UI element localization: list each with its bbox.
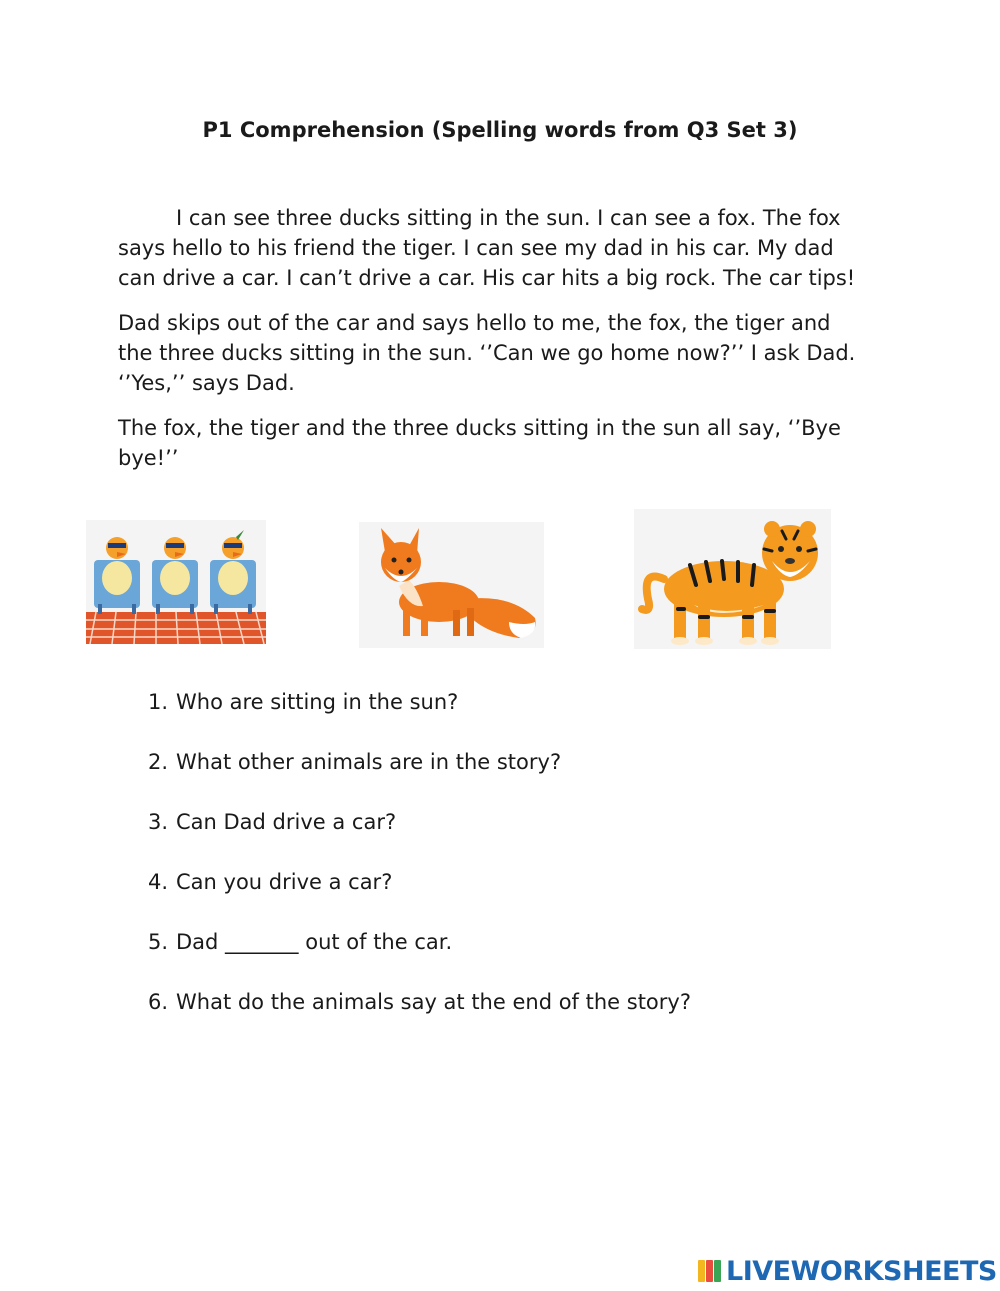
question-list [148, 686, 868, 1046]
question-6 [148, 986, 868, 1046]
story-paragraph-1: I can see three ducks sitting in the sun. I can see a fox. The fox says hello to his friend the tiger. I can see my dad in his car. My dad can drive a car. I can’t drive a car. His car hits a big rock. The car tips! [118, 206, 856, 290]
question-2 [148, 746, 868, 806]
liveworksheets-logo [697, 1255, 997, 1287]
question-number: 3. [148, 810, 169, 834]
question-1 [148, 686, 868, 746]
question-text: Who are sitting in the sun? [176, 690, 459, 714]
question-number: 6. [148, 990, 169, 1014]
tiger-picture [634, 509, 831, 649]
page-title: P1 Comprehension (Spelling words from Q3 Set 3) [202, 118, 798, 142]
fox-picture [359, 522, 544, 648]
ducks-picture [86, 520, 266, 644]
question-3 [148, 806, 868, 866]
question-text: What other animals are in the story? [176, 750, 562, 774]
question-text: Can Dad drive a car? [176, 810, 397, 834]
question-number: 5. [148, 930, 169, 954]
brand-text: LIVEWORKSHEETS [726, 1255, 997, 1287]
question-number: 2. [148, 750, 169, 774]
question-4 [148, 866, 868, 926]
story-paragraph-2: Dad skips out of the car and says hello to me, the fox, the tiger and the three ducks sitting in the sun. ‘’Can we go home now?’’ I ask Dad. ‘’Yes,’’ says Dad. [118, 311, 856, 395]
question-text: Can you drive a car? [176, 870, 393, 894]
question-5 [148, 926, 868, 986]
story-paragraph-3: The fox, the tiger and the three ducks sitting in the sun all say, ‘’Bye bye!’’ [118, 416, 841, 470]
liveworksheets-logo-icon [697, 1258, 723, 1284]
story-text [118, 203, 870, 488]
question-text: Dad _______ out of the car. [176, 930, 453, 954]
question-text: What do the animals say at the end of the story? [176, 990, 691, 1014]
question-number: 1. [148, 690, 169, 714]
question-number: 4. [148, 870, 169, 894]
